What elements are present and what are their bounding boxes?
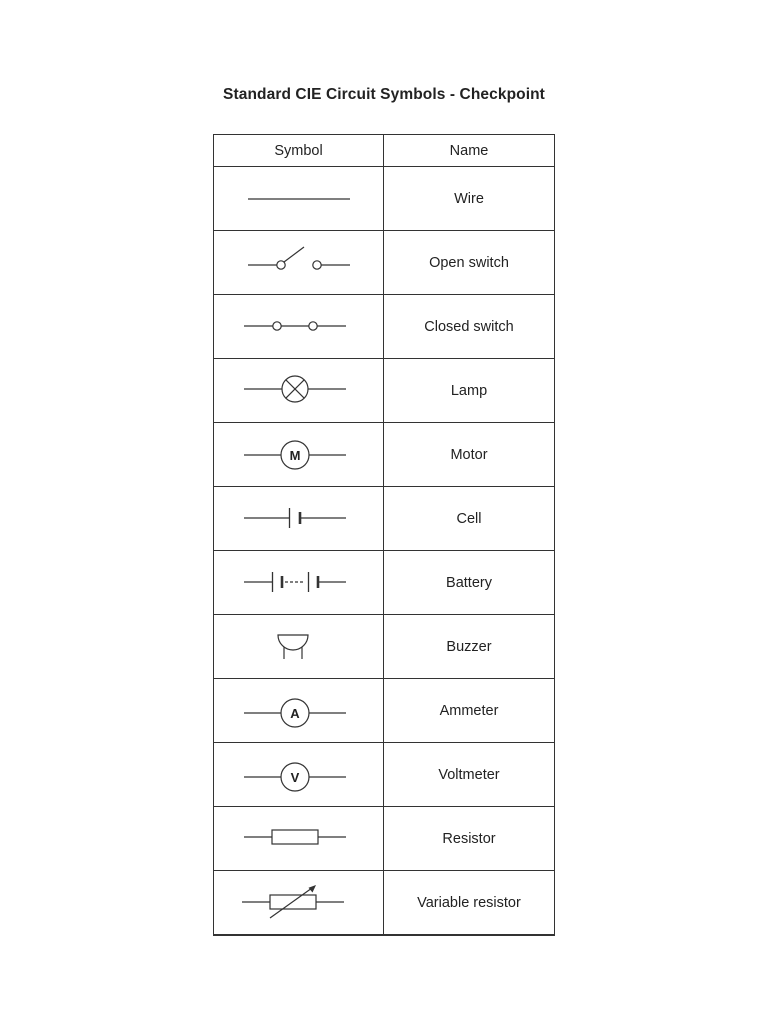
symbol-cell [214, 359, 384, 423]
name-cell: Battery [384, 551, 555, 615]
voltmeter-symbol-icon [214, 743, 384, 806]
symbol-cell [214, 679, 384, 743]
name-cell: Resistor [384, 807, 555, 871]
voltmeter-symbol-letter: V [290, 770, 300, 785]
column-header-name: Name [384, 135, 555, 167]
variable-resistor-symbol-icon [214, 871, 384, 934]
table-row [214, 743, 555, 807]
symbol-cell [214, 807, 384, 871]
table-row [214, 551, 555, 615]
table-row [214, 807, 555, 871]
ammeter-symbol-letter: A [290, 706, 300, 721]
buzzer-symbol-icon [214, 615, 384, 678]
name-cell: Cell [384, 487, 555, 551]
table-row [214, 487, 555, 551]
symbol-cell [214, 551, 384, 615]
table-header-row [214, 135, 555, 167]
open-switch-symbol-icon [214, 231, 384, 294]
battery-symbol-icon [214, 551, 384, 614]
name-cell: Voltmeter [384, 743, 555, 807]
table-row [214, 871, 555, 936]
wire-symbol-icon [214, 167, 384, 230]
name-cell: Lamp [384, 359, 555, 423]
column-header-symbol: Symbol [214, 135, 384, 167]
table-row [214, 231, 555, 295]
symbol-cell [214, 295, 384, 359]
symbol-cell [214, 615, 384, 679]
page-title: Standard CIE Circuit Symbols - Checkpoint [223, 86, 545, 103]
cell-symbol-icon [214, 487, 384, 550]
name-cell: Variable resistor [384, 871, 555, 936]
name-cell: Ammeter [384, 679, 555, 743]
symbol-cell [214, 231, 384, 295]
symbol-cell [214, 423, 384, 487]
name-cell: Open switch [384, 231, 555, 295]
name-cell: Wire [384, 167, 555, 231]
table-row [214, 615, 555, 679]
symbol-cell [214, 871, 384, 936]
table-row [214, 167, 555, 231]
name-cell: Closed switch [384, 295, 555, 359]
lamp-symbol-icon [214, 359, 384, 422]
name-cell: Buzzer [384, 615, 555, 679]
symbol-cell [214, 167, 384, 231]
name-cell: Motor [384, 423, 555, 487]
table-row [214, 359, 555, 423]
motor-symbol-letter: M [289, 448, 301, 463]
table-row [214, 295, 555, 359]
motor-symbol-icon [214, 423, 384, 486]
symbol-cell [214, 487, 384, 551]
ammeter-symbol-icon [214, 679, 384, 742]
symbol-cell [214, 743, 384, 807]
table-row [214, 679, 555, 743]
circuit-symbols-table [213, 134, 555, 936]
table-row [214, 423, 555, 487]
closed-switch-symbol-icon [214, 295, 384, 358]
resistor-symbol-icon [214, 807, 384, 870]
